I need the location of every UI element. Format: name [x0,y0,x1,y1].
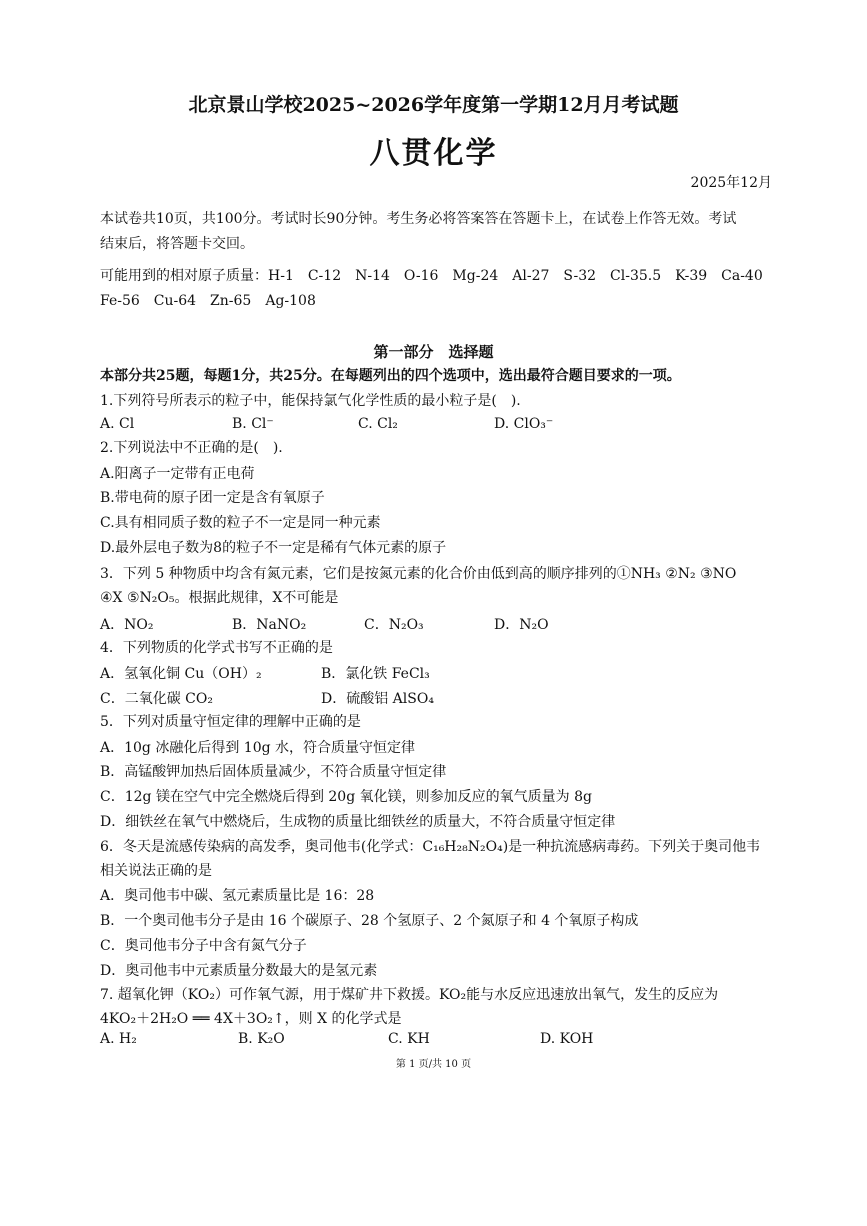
question-7-option-c: C. KH [388,1031,430,1047]
question-5-option-a: A．10g 冰融化后得到 10g 水，符合质量守恒定律 [100,740,416,756]
question-4-option-b: B．氯化铁 FeCl₃ [321,666,430,682]
exam-date: 2025年12月 [690,175,772,191]
question-3-option-d: D．N₂O [494,617,549,633]
section-title: 第一部分 选择题 [373,343,494,361]
question-3-option-b: B．NaNO₂ [232,617,307,633]
question-2-option-c: C.具有相同质子数的粒子不一定是同一种元素 [100,515,381,531]
page-footer: 第 1 页/共 10 页 [395,1059,472,1070]
question-6-stem-line-2: 相关说法正确的是 [100,863,212,879]
question-4-option-d: D．硫酸铝 AlSO₄ [321,691,434,707]
question-5-option-c: C．12g 镁在空气中完全燃烧后得到 20g 氧化镁，则参加反应的氧气质量为 8g [100,789,592,805]
exam-title: 北京景山学校2025~2026学年度第一学期12月月考试题 [188,94,679,116]
question-3-stem-line-1: 3．下列 5 种物质中均含有氮元素，它们是按氮元素的化合价由低到高的顺序排列的①NH₃ ②N₂ ③NO [100,566,737,582]
question-1-option-a: A. Cl [100,416,135,432]
question-5-option-b: B．高锰酸钾加热后固体质量减少，不符合质量守恒定律 [100,764,447,780]
question-6-option-a: A．奥司他韦中碳、氢元素质量比是 16：28 [100,888,375,904]
intro-line-1: 本试卷共10页，共100分。考试时长90分钟。考生务必将答案答在答题卡上，在试卷上作答无效。考试 [100,211,737,227]
question-4-option-c: C．二氧化碳 CO₂ [100,691,213,707]
atomic-masses-line-1: 可能用到的相对原子质量：H-1 C-12 N-14 O-16 Mg-24 Al-27 S-32 Cl-35.5 K-39 Ca-40 [100,268,763,284]
question-5-stem: 5．下列对质量守恒定律的理解中正确的是 [100,714,361,730]
question-3-stem-line-2: ④X ⑤N₂O₅。根据此规律，X不可能是 [100,590,339,606]
question-6-option-d: D．奥司他韦中元素质量分数最大的是氢元素 [100,963,378,979]
section-instruction: 本部分共25题，每题1分，共25分。在每题列出的四个选项中，选出最符合题目要求的一项。 [100,368,681,384]
question-5-option-d: D．细铁丝在氧气中燃烧后，生成物的质量比细铁丝的质量大，不符合质量守恒定律 [100,814,616,830]
subject-title: 八贯化学 [369,136,498,171]
question-6-option-b: B．一个奥司他韦分子是由 16 个碳原子、28 个氢原子、2 个氮原子和 4 个氧原子构成 [100,913,639,929]
question-1-option-c: C. Cl₂ [358,416,398,432]
question-2-option-d: D.最外层电子数为8的粒子不一定是稀有气体元素的原子 [100,540,447,556]
question-4-stem: 4．下列物质的化学式书写不正确的是 [100,640,333,656]
intro-line-2: 结束后，将答题卡交回。 [100,236,254,252]
question-7-option-d: D. KOH [540,1031,594,1047]
question-1-option-d: D. ClO₃⁻ [494,416,554,432]
question-7-option-b: B. K₂O [238,1031,285,1047]
question-2-option-a: A.阳离子一定带有正电荷 [100,466,255,482]
question-1-stem: 1.下列符号所表示的粒子中，能保持氯气化学性质的最小粒子是( ). [100,393,521,409]
question-4-option-a: A．氢氧化铜 Cu（OH）₂ [100,666,262,682]
question-7-stem-line-1: 7. 超氧化钾（KO₂）可作氧气源，用于煤矿井下救援。KO₂能与水反应迅速放出氧气，发生的反应为 [100,987,719,1003]
question-3-option-c: C．N₂O₃ [364,617,424,633]
question-1-option-b: B. Cl⁻ [232,416,274,432]
question-7-stem-line-2: 4KO₂＋2H₂O ══ 4X＋3O₂↑，则 X 的化学式是 [100,1011,402,1027]
question-3-option-a: A．NO₂ [100,617,154,633]
question-2-stem: 2.下列说法中不正确的是( ). [100,440,283,456]
question-6-stem-line-1: 6．冬天是流感传染病的高发季，奥司他韦(化学式：C₁₆H₂₈N₂O₄)是一种抗流感病毒药。下列关于奥司他韦 [100,839,761,855]
question-6-option-c: C．奥司他韦分子中含有氮气分子 [100,938,307,954]
question-2-option-b: B.带电荷的原子团一定是含有氧原子 [100,490,325,506]
question-7-option-a: A. H₂ [100,1031,137,1047]
atomic-masses-line-2: Fe-56 Cu-64 Zn-65 Ag-108 [100,293,316,309]
